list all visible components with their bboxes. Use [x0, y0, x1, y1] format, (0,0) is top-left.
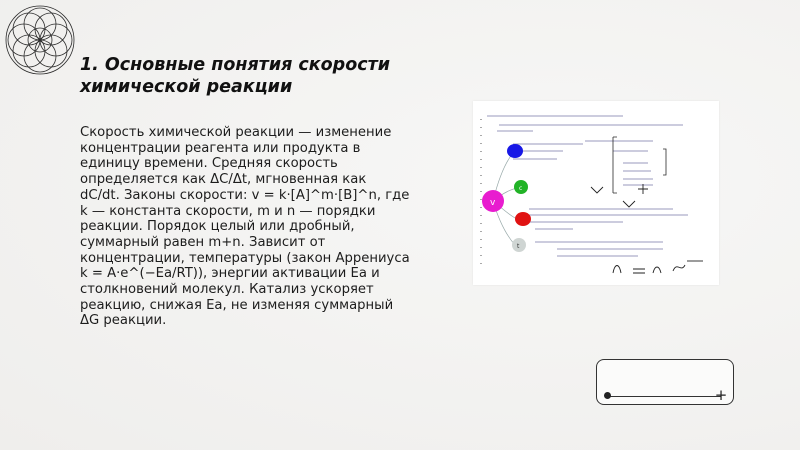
svg-text:c: c — [519, 185, 523, 192]
slide-title — [80, 54, 460, 98]
slide-title-line-2: химической реакции — [80, 77, 293, 97]
slider-track[interactable] — [607, 396, 721, 397]
whiteboard-photo — [473, 101, 719, 285]
slider-start-dot-icon[interactable] — [604, 392, 611, 399]
slide-body-text: Скорость химической реакции — изменение концентрации реагента или продукта в единицу времени. Средняя скорость определяется как ΔC/Δt, мгновенная как dC/dt. Законы скорости: v = k·[A]^m·[B]^n, где k — константа скорости, m и n — порядки реакции. Порядок целый или дробный, суммарный равен m+n. Зависит от концентрации, температуры (закон Аррениуса k = A·e^(−Ea/RT)), энергии активации Ea и столкновений молекул. Катализ ускоряет реакцию, снижая Ea, не изменяя суммарный ΔG реакции. — [80, 125, 410, 329]
svg-text:t: t — [517, 243, 520, 250]
plus-icon[interactable]: + — [714, 386, 728, 404]
slider-widget[interactable] — [596, 359, 734, 405]
flower-logo-icon — [2, 2, 78, 78]
svg-text:v: v — [490, 198, 496, 208]
slide-title-line-1: 1. Основные понятия скорости — [80, 55, 391, 75]
